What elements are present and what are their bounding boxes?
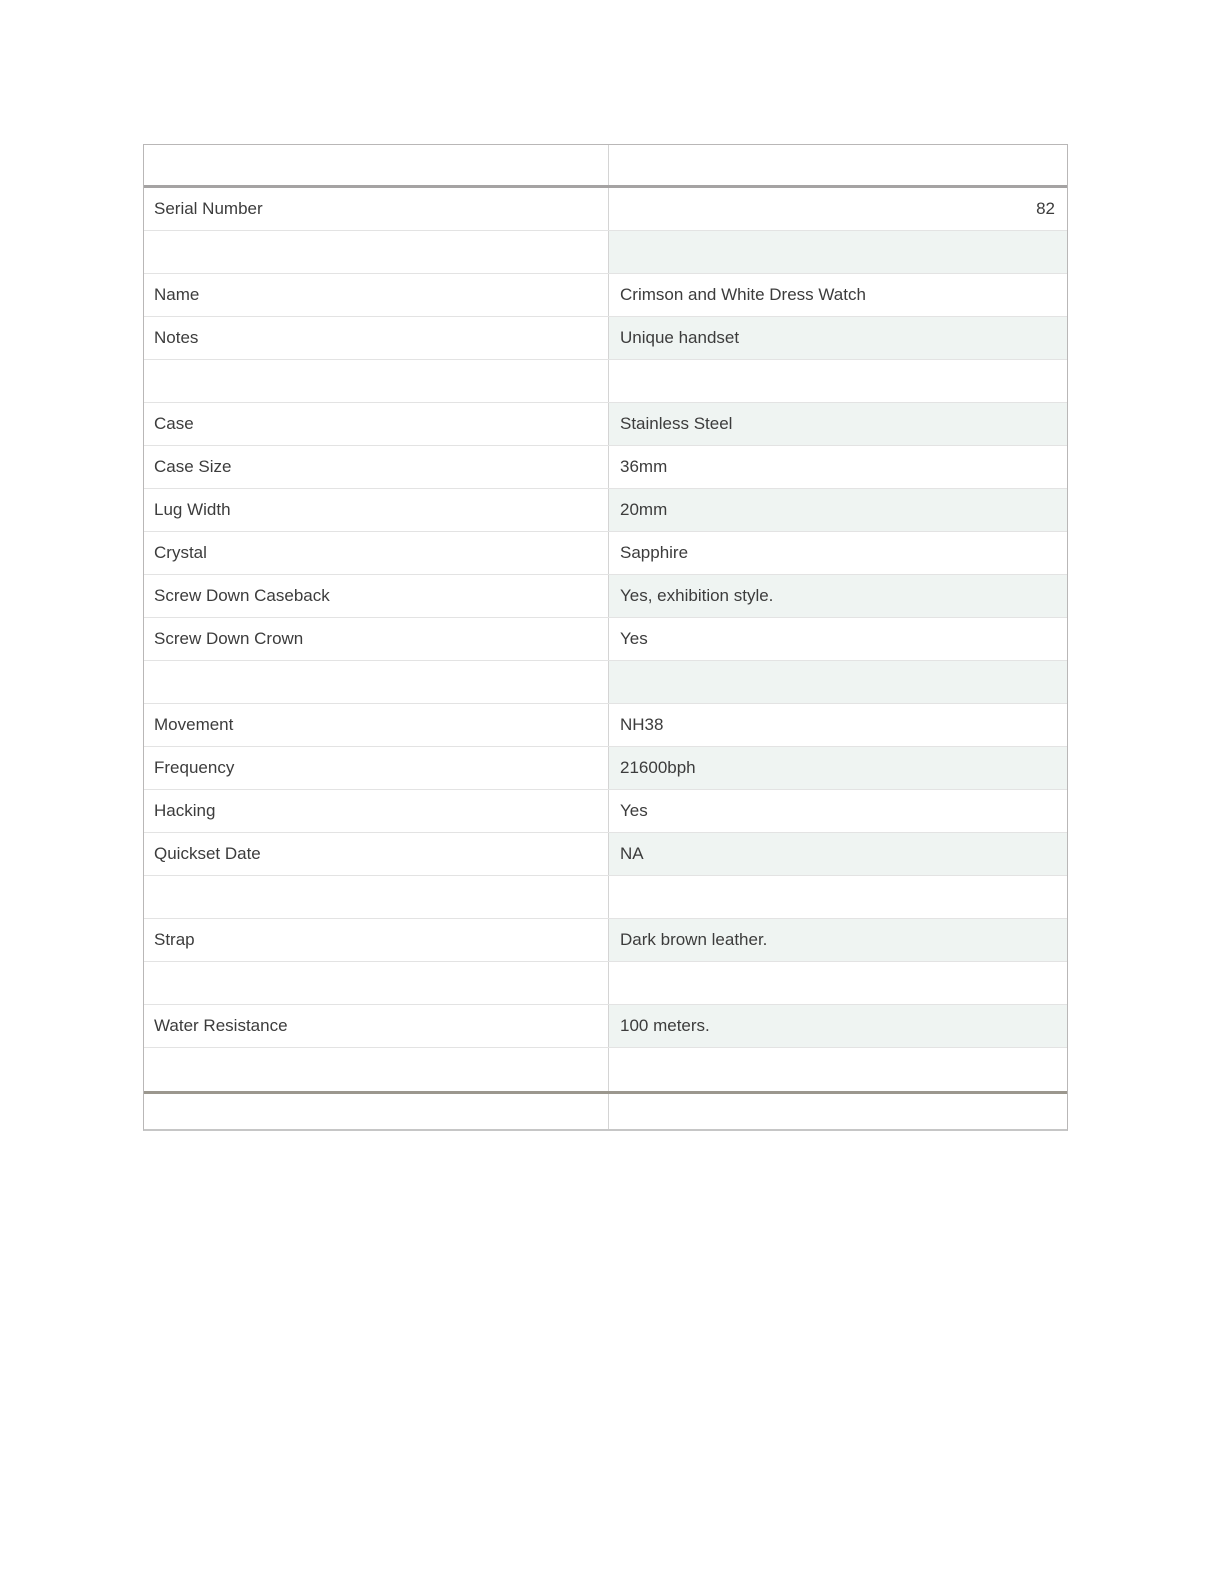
row-quickset-date: [144, 833, 1067, 876]
spacer-value-cell: [609, 1048, 1067, 1091]
field-value: Yes: [620, 628, 648, 648]
field-value-cell: [609, 704, 1067, 746]
row-strap: [144, 919, 1067, 962]
field-label: Notes: [154, 327, 199, 347]
row-screw-down-crown: [144, 618, 1067, 661]
field-label-cell: [144, 274, 609, 316]
spacer-value-cell: [609, 962, 1067, 1004]
row-frequency: [144, 747, 1067, 790]
field-value: Crimson and White Dress Watch: [620, 284, 866, 304]
row-spacer: [144, 1048, 1067, 1091]
row-lug-width: [144, 489, 1067, 532]
field-label-cell: [144, 188, 609, 230]
field-value-cell: [609, 790, 1067, 832]
row-notes: [144, 317, 1067, 360]
field-value-cell: [609, 446, 1067, 488]
field-value-cell: [609, 575, 1067, 617]
field-label: Crystal: [154, 542, 207, 562]
field-label-cell: [144, 747, 609, 789]
field-label: Case Size: [154, 456, 232, 476]
row-spacer: [144, 876, 1067, 919]
row-spacer: [144, 231, 1067, 274]
field-label: Movement: [154, 714, 234, 734]
field-label: Strap: [154, 929, 195, 949]
spacer-value-cell: [609, 661, 1067, 703]
footer-label-cell: [144, 1094, 609, 1129]
row-crystal: [144, 532, 1067, 575]
field-value-cell: [609, 618, 1067, 660]
field-value: NA: [620, 843, 644, 863]
header-value-cell: [609, 145, 1067, 185]
field-label-cell: [144, 1005, 609, 1047]
field-value-cell: [609, 317, 1067, 359]
field-label-cell: [144, 403, 609, 445]
header-label-cell: [144, 145, 609, 185]
field-label-cell: [144, 317, 609, 359]
field-label-cell: [144, 704, 609, 746]
field-value: NH38: [620, 714, 664, 734]
table-footer-row: [144, 1091, 1067, 1129]
field-value: 82: [1036, 198, 1055, 218]
spacer-label-cell: [144, 360, 609, 402]
field-label: Screw Down Caseback: [154, 585, 330, 605]
field-value-cell: [609, 274, 1067, 316]
field-value: Yes, exhibition style.: [620, 585, 774, 605]
row-case-size: [144, 446, 1067, 489]
spacer-value-cell: [609, 231, 1067, 273]
footer-value-cell: [609, 1094, 1067, 1129]
field-value: 100 meters.: [620, 1015, 710, 1035]
field-value: Dark brown leather.: [620, 929, 768, 949]
field-value: Yes: [620, 800, 648, 820]
field-value-cell: [609, 188, 1067, 230]
field-value-cell: [609, 1005, 1067, 1047]
spacer-value-cell: [609, 876, 1067, 918]
row-spacer: [144, 360, 1067, 403]
field-value-cell: [609, 489, 1067, 531]
field-label-cell: [144, 489, 609, 531]
spacer-label-cell: [144, 231, 609, 273]
row-movement: [144, 704, 1067, 747]
field-label: Water Resistance: [154, 1015, 288, 1035]
field-label-cell: [144, 833, 609, 875]
row-water-resistance: [144, 1005, 1067, 1048]
field-value: Sapphire: [620, 542, 689, 562]
field-label-cell: [144, 575, 609, 617]
field-label: Frequency: [154, 757, 235, 777]
field-value: 20mm: [620, 499, 668, 519]
field-label-cell: [144, 446, 609, 488]
spacer-label-cell: [144, 962, 609, 1004]
row-case: [144, 403, 1067, 446]
spacer-value-cell: [609, 360, 1067, 402]
field-label: Case: [154, 413, 194, 433]
field-value: 21600bph: [620, 757, 696, 777]
field-label: Serial Number: [154, 198, 263, 218]
field-label-cell: [144, 919, 609, 961]
spacer-label-cell: [144, 876, 609, 918]
field-value: Stainless Steel: [620, 413, 733, 433]
row-name: [144, 274, 1067, 317]
field-value-cell: [609, 919, 1067, 961]
row-spacer: [144, 661, 1067, 704]
field-label: Lug Width: [154, 499, 231, 519]
row-hacking: [144, 790, 1067, 833]
field-label: Hacking: [154, 800, 216, 820]
row-serial-number: [144, 188, 1067, 231]
watch-spec-table: [143, 144, 1068, 1131]
field-value: Unique handset: [620, 327, 740, 347]
field-value-cell: [609, 833, 1067, 875]
field-value-cell: [609, 747, 1067, 789]
table-header-row: [144, 145, 1067, 188]
field-label: Name: [154, 284, 200, 304]
field-label-cell: [144, 618, 609, 660]
row-screw-down-caseback: [144, 575, 1067, 618]
field-label: Quickset Date: [154, 843, 261, 863]
row-spacer: [144, 962, 1067, 1005]
field-label-cell: [144, 790, 609, 832]
spacer-label-cell: [144, 1048, 609, 1091]
field-label: Screw Down Crown: [154, 628, 304, 648]
field-value: 36mm: [620, 456, 668, 476]
spacer-label-cell: [144, 661, 609, 703]
field-value-cell: [609, 403, 1067, 445]
field-label-cell: [144, 532, 609, 574]
field-value-cell: [609, 532, 1067, 574]
